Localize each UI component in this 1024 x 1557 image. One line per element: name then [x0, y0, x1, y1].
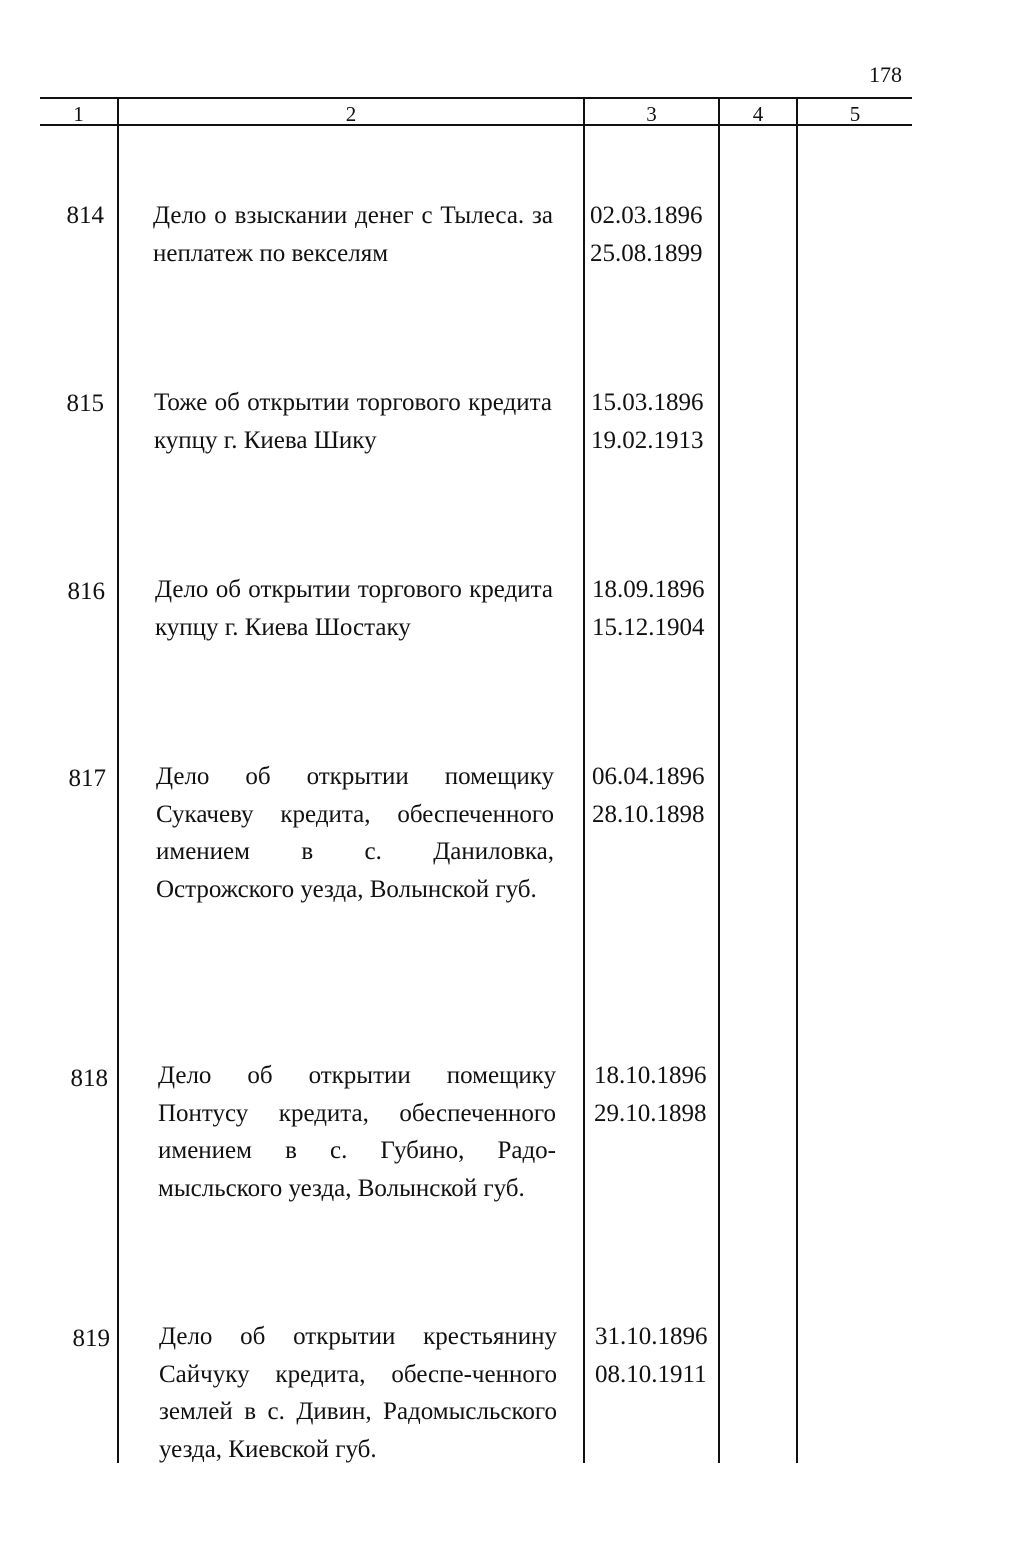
page-number: 178 — [869, 62, 902, 87]
column-header-1: 1 — [73, 102, 84, 126]
header-top-rule — [40, 97, 912, 99]
row-number: 818 — [70, 1065, 108, 1092]
column-divider-3 — [718, 98, 720, 1463]
row-description: Дело об открытии помещику Понтусу кредита, обеспеченного имением в с. Губино, Радо-мысльского уезда, Волынской губ. — [158, 1062, 556, 1202]
end-date: 25.08.1899 — [590, 239, 703, 267]
end-date: 15.12.1904 — [592, 613, 705, 641]
row-dates — [594, 1057, 707, 1132]
row-dates — [592, 571, 705, 646]
end-date: 08.10.1911 — [595, 1360, 707, 1388]
end-date: 28.10.1898 — [592, 800, 705, 828]
row-number: 814 — [66, 202, 104, 229]
end-date: 29.10.1898 — [594, 1099, 707, 1127]
row-description: Дело об открытии крестьянину Сайчуку кредита, обеспе-ченного землей в с. Дивин, Радомысльского уезда, Киевской губ. — [159, 1323, 557, 1463]
row-number: 819 — [72, 1325, 110, 1352]
row-description: Тоже об открытии торгового кредита купцу г. Киева Шику — [154, 389, 552, 454]
row-description: Дело о взыскании денег с Тылеса. за неплатеж по векселям — [153, 202, 553, 267]
row-number: 816 — [67, 578, 105, 605]
row-dates — [591, 384, 704, 459]
start-date: 18.09.1896 — [592, 576, 705, 603]
row-description: Дело об открытии торгового кредита купцу г. Киева Шостаку — [155, 576, 553, 641]
start-date: 06.04.1896 — [592, 763, 705, 790]
column-divider-4 — [796, 98, 798, 1463]
column-divider-2 — [583, 98, 585, 1463]
row-number: 817 — [68, 765, 106, 792]
start-date: 18.10.1896 — [594, 1062, 707, 1089]
row-description: Дело об открытии помещику Сукачеву кредита, обеспеченного имением в с. Даниловка, Острожского уезда, Волынской губ. — [156, 763, 554, 903]
column-header-2: 2 — [345, 102, 357, 126]
start-date: 02.03.1896 — [590, 202, 703, 229]
column-divider-1 — [117, 98, 119, 1463]
row-dates — [592, 758, 705, 833]
end-date: 19.02.1913 — [591, 426, 704, 454]
column-header-3: 3 — [646, 102, 657, 126]
row-number: 815 — [66, 390, 104, 417]
row-dates — [595, 1318, 708, 1393]
column-header-5: 5 — [849, 102, 861, 126]
start-date: 15.03.1896 — [591, 389, 704, 416]
row-dates — [590, 197, 703, 272]
column-header-4: 4 — [752, 102, 764, 126]
start-date: 31.10.1896 — [595, 1323, 708, 1350]
